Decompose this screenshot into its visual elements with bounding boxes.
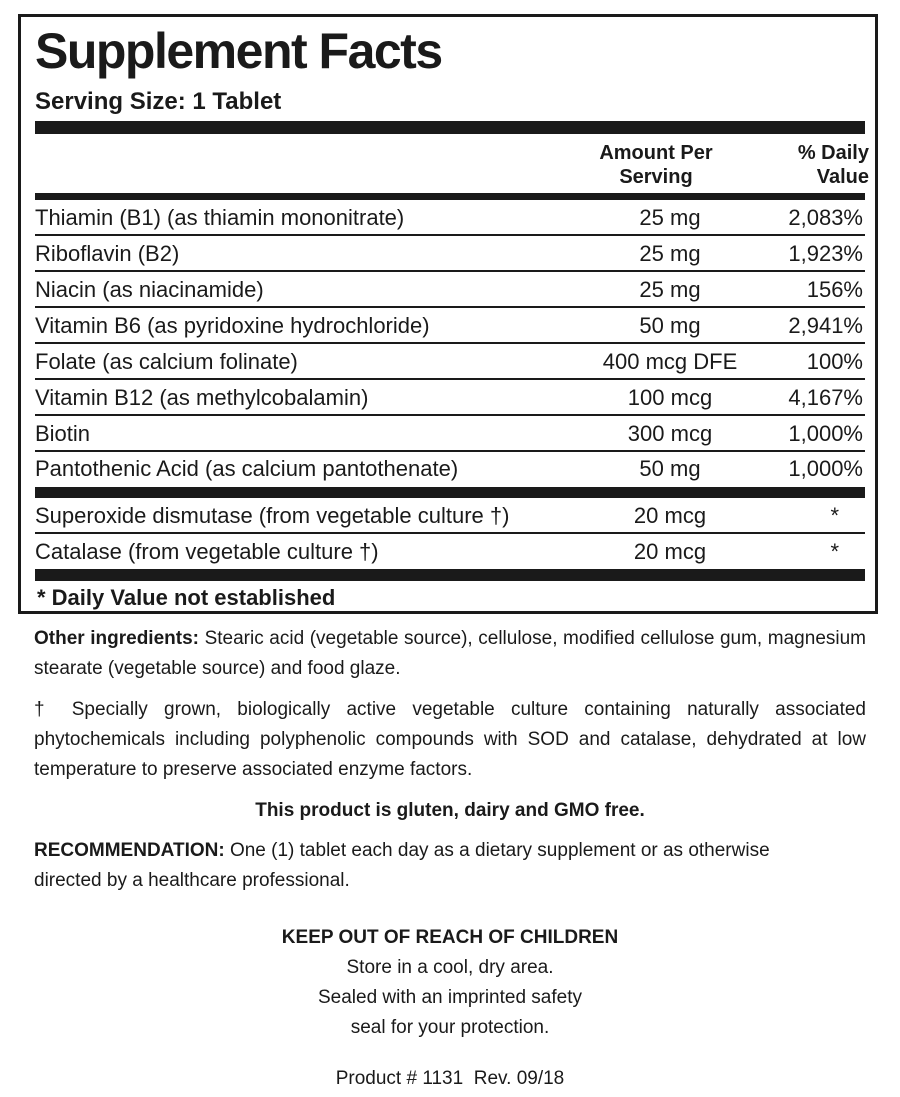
nutrient-row: [35, 272, 865, 308]
daily-value-header: % Daily Value: [797, 142, 869, 188]
nutrient-amount: 50 mg: [639, 456, 701, 481]
bottom-divider: [35, 569, 865, 581]
dagger-note: † Specially grown, biologically active vegetable culture containing naturally associated phytochemicals including polyphenolic compounds with SOD and catalase, dehydrated at low temperature to preserve associated enzyme factors.: [34, 699, 866, 780]
recommendation: RECOMMENDATION: One (1) tablet each day as a dietary supplement or as otherwise directed by a healthcare professional.: [34, 840, 770, 891]
nutrient-name: Riboflavin (B2): [35, 241, 180, 266]
nutrient-daily-value: 1,000%: [788, 456, 863, 481]
nutrient-daily-value: 4,167%: [788, 385, 863, 410]
supplement-facts-panel: [18, 14, 878, 614]
seal-line: Sealed with an imprinted safety: [317, 987, 583, 1008]
nutrient-amount: 400 mcg DFE: [602, 349, 738, 374]
nutrient-amount: 100 mcg: [627, 385, 713, 410]
nutrient-row: [35, 451, 865, 487]
thick-divider: [35, 121, 865, 134]
nutrient-amount: 300 mcg: [627, 421, 713, 446]
nutrient-row: [35, 416, 865, 452]
nutrient-daily-value: 100%: [806, 349, 863, 374]
seal-line: seal for your protection.: [350, 1017, 550, 1038]
ingredient-name: Superoxide dismutase (from vegetable culture †): [35, 503, 510, 528]
ingredient-amount: 20 mcg: [633, 539, 707, 564]
nutrient-name: Biotin: [35, 421, 91, 446]
warning-block: [0, 923, 900, 1043]
nutrient-name: Vitamin B12 (as methylcobalamin): [35, 385, 369, 410]
section-divider: [35, 487, 865, 498]
storage-line: Store in a cool, dry area.: [346, 957, 554, 978]
product-info: Product # 1131 Rev. 09/18: [335, 1068, 565, 1089]
nutrient-name: Vitamin B6 (as pyridoxine hydrochloride): [35, 313, 430, 338]
facts-title: Supplement Facts: [35, 23, 442, 79]
nutrient-daily-value: 2,083%: [788, 205, 863, 230]
ingredient-daily-value: *: [830, 539, 839, 564]
daily-value-footnote: * Daily Value not established: [37, 585, 336, 610]
header-divider: [35, 193, 865, 200]
amount-per-serving-header: Amount Per Serving: [599, 142, 713, 188]
nutrient-row: [35, 236, 865, 272]
nutrient-amount: 25 mg: [639, 205, 701, 230]
warning-title: KEEP OUT OF REACH OF CHILDREN: [281, 927, 619, 948]
serving-size: Serving Size: 1 Tablet: [35, 88, 282, 115]
other-ingredients-label: Other ingredients:: [34, 628, 199, 649]
ingredient-name: Catalase (from vegetable culture †): [35, 539, 379, 564]
nutrient-row: [35, 308, 865, 344]
recommendation-label: RECOMMENDATION:: [34, 840, 225, 861]
other-ingredients: [34, 624, 866, 684]
other-ingredient-row: [35, 498, 865, 534]
ingredient-amount: 20 mcg: [633, 503, 707, 528]
nutrient-row: [35, 200, 865, 236]
nutrient-amount: 25 mg: [639, 241, 701, 266]
nutrient-name: Folate (as calcium folinate): [35, 349, 298, 374]
nutrient-amount: 50 mg: [639, 313, 701, 338]
nutrient-name: Pantothenic Acid (as calcium pantothenate): [35, 456, 459, 481]
other-ingredient-row: [35, 534, 865, 570]
nutrient-daily-value: 156%: [806, 277, 863, 302]
nutrient-row: [35, 380, 865, 416]
nutrient-daily-value: 1,000%: [788, 421, 863, 446]
nutrient-daily-value: 1,923%: [788, 241, 863, 266]
other-ingredients-text: Stearic acid (vegetable source), cellulose, modified cellulose gum, magnesium stearate (vegetable source) and food glaze.: [34, 628, 866, 679]
nutrient-daily-value: 2,941%: [788, 313, 863, 338]
nutrient-name: Niacin (as niacinamide): [35, 277, 264, 302]
nutrient-name: Thiamin (B1) (as thiamin mononitrate): [35, 205, 405, 230]
ingredient-daily-value: *: [830, 503, 839, 528]
nutrient-amount: 25 mg: [639, 277, 701, 302]
nutrient-row: [35, 344, 865, 380]
free-from-statement: This product is gluten, dairy and GMO free.: [255, 800, 645, 821]
